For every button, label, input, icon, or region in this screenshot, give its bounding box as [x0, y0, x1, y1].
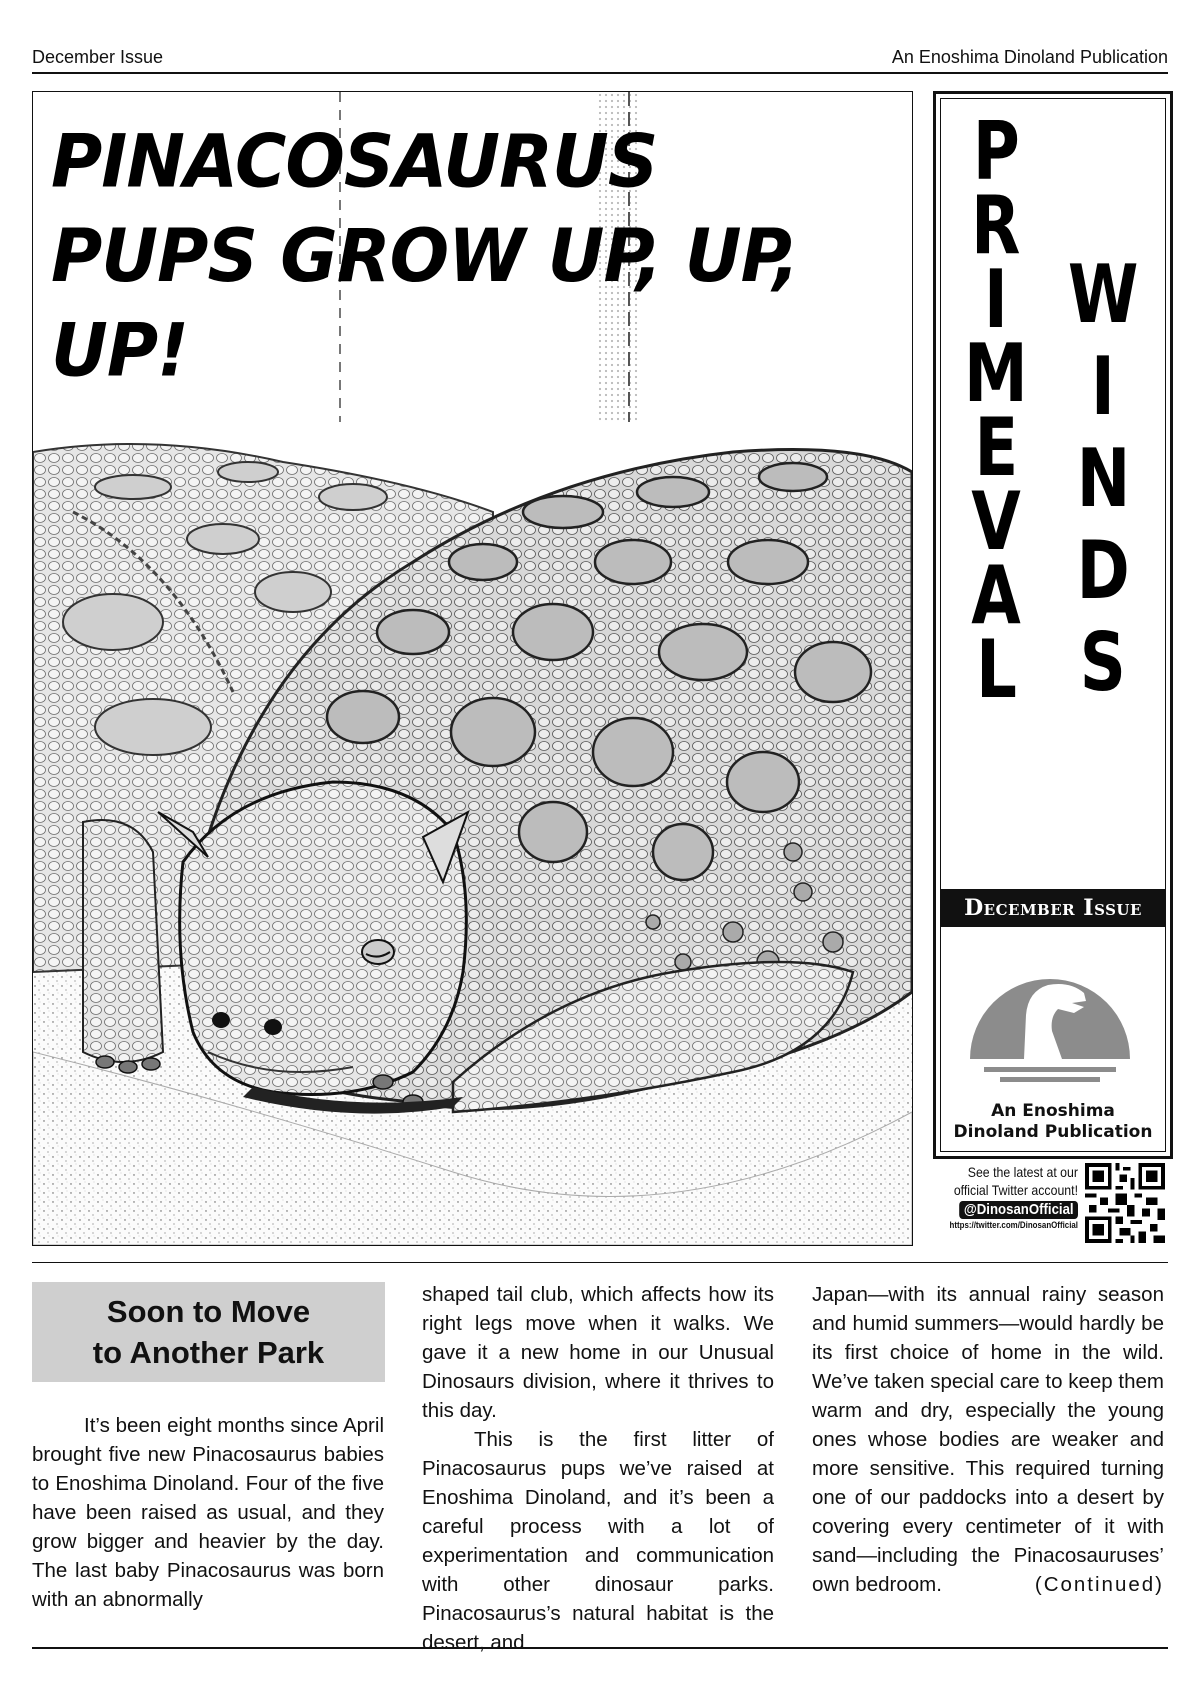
title-letter: P: [972, 105, 1020, 198]
title-letter: E: [974, 401, 1018, 494]
headline-line-1: PINACOSAURUS: [51, 118, 658, 205]
title-letter: S: [1079, 616, 1127, 709]
title-letter: I: [984, 253, 1008, 346]
title-letter: I: [1091, 340, 1115, 433]
twitter-handle[interactable]: @DinosanOfficial: [960, 1201, 1078, 1219]
title-letter: L: [975, 623, 1017, 716]
masthead-inner-frame: [940, 98, 1166, 1152]
article-column-3: [812, 1280, 1164, 1599]
title-letter: N: [1076, 432, 1130, 525]
article-paragraph: shaped tail club, which affects how its right legs move when it walks. We gave it a new home in our Unusual Dinosaurs division, where it thrives to this day.: [422, 1283, 774, 1422]
article-column-2: [422, 1280, 774, 1657]
article-title-line-2: to Another Park: [92, 1335, 325, 1370]
title-primeval: [951, 105, 1041, 716]
title-letter: M: [964, 327, 1028, 420]
publisher-credit: [941, 1101, 1165, 1143]
issue-label: December Issue: [32, 47, 164, 67]
article-paragraph: It’s been eight months since April brought five new Pinacosaurus babies to Enoshima Dinoland. Four of the five have been raised as usual, and they grow bigger and heavier by the day. The last baby Pinacosaurus was born with an abnormally: [32, 1414, 384, 1611]
article-divider-top: [32, 1262, 1168, 1263]
publisher-line-1: An Enoshima: [991, 1101, 1115, 1121]
running-header: [32, 38, 1168, 74]
article-paragraph: This is the first litter of Pinacosaurus pups we’ve raised at Enoshima Dinoland, and it’s been a careful process with a lot of experimentation and communication with other dinosaur parks. Pinacosaurus’s natural habitat is the desert, and: [422, 1428, 774, 1654]
dinoland-logo-icon: [966, 951, 1134, 1091]
article-column-1: [32, 1411, 384, 1614]
article-title: [32, 1282, 385, 1382]
twitter-line-2: official Twitter account!: [953, 1182, 1078, 1198]
title-letter: V: [971, 475, 1021, 568]
publisher-line-2: Dinoland Publication: [953, 1122, 1153, 1142]
twitter-line-1: See the latest at our: [967, 1164, 1078, 1180]
title-letter: W: [1067, 248, 1139, 341]
title-winds: [1053, 249, 1153, 709]
twitter-promo: [937, 1163, 1078, 1231]
title-letter: D: [1076, 524, 1130, 617]
headline: [51, 114, 912, 398]
page-footer-rule: [32, 1647, 1168, 1649]
masthead: [933, 91, 1173, 1159]
article-title-line-1: Soon to Move: [106, 1294, 311, 1329]
qr-code-icon[interactable]: [1085, 1163, 1165, 1243]
hero-illustration: [32, 91, 913, 1246]
title-letter: R: [971, 179, 1021, 272]
article-paragraph: [812, 1280, 1164, 1599]
issue-band: December Issue: [941, 889, 1165, 927]
publication-label: An Enoshima Dinoland Publication: [891, 47, 1168, 67]
continued-label: (Continued): [1034, 1573, 1164, 1596]
headline-line-2: PUPS GROW UP, UP, UP!: [51, 212, 799, 394]
article-paragraph-text: Japan—with its annual rainy season and humid summers—would hardly be its first choice of home in the wild. We’ve taken special care to keep them warm and dry, especially the young ones whose bodies are weaker and more sensitive. This required turning one of our paddocks into a desert by covering every centimeter of it with sand—including the Pinacosauruses’ own bedroom.: [812, 1283, 1164, 1596]
twitter-url[interactable]: https://twitter.com/DinosanOfficial: [949, 1220, 1078, 1230]
title-letter: A: [971, 549, 1021, 642]
